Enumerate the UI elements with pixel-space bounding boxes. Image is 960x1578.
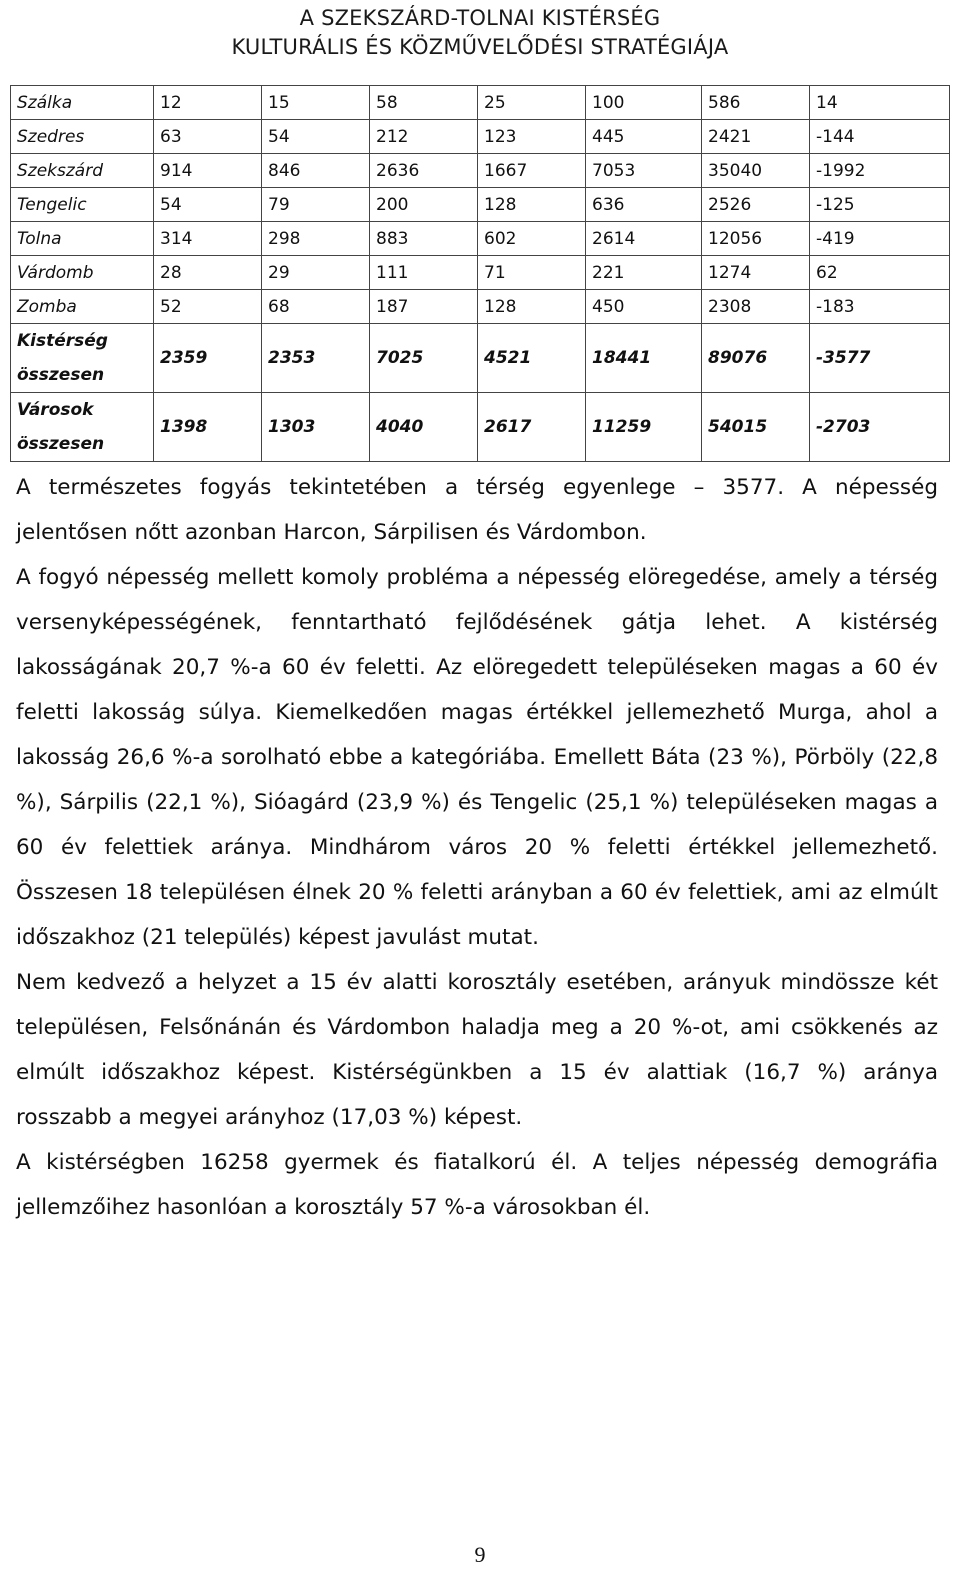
table-row (11, 188, 950, 222)
settlement-name-cell: Kistérség összesen (11, 324, 154, 393)
value-cell: 25 (478, 86, 586, 120)
value-cell: 2308 (702, 290, 810, 324)
value-cell: 54015 (702, 393, 810, 462)
table-row (11, 256, 950, 290)
value-cell: 1398 (154, 393, 262, 462)
value-cell: 111 (370, 256, 478, 290)
value-cell: 12056 (702, 222, 810, 256)
value-cell: 2359 (154, 324, 262, 393)
value-cell: 68 (262, 290, 370, 324)
value-cell: 128 (478, 290, 586, 324)
value-cell: -144 (810, 120, 950, 154)
value-cell: -1992 (810, 154, 950, 188)
value-cell: 14 (810, 86, 950, 120)
value-cell: 2526 (702, 188, 810, 222)
value-cell: 602 (478, 222, 586, 256)
value-cell: 12 (154, 86, 262, 120)
value-cell: 128 (478, 188, 586, 222)
settlement-name-cell: Zomba (11, 290, 154, 324)
demographic-table (10, 85, 950, 462)
value-cell: 1274 (702, 256, 810, 290)
value-cell: 71 (478, 256, 586, 290)
value-cell: -125 (810, 188, 950, 222)
value-cell: 314 (154, 222, 262, 256)
value-cell: 62 (810, 256, 950, 290)
table-row (11, 120, 950, 154)
paragraph: A természetes fogyás tekintetében a térség egyenlege – 3577. A népesség jelentősen nőtt azonban Harcon, Sárpilisen és Várdombon. (16, 475, 938, 545)
table-total-row (11, 393, 950, 462)
value-cell: -419 (810, 222, 950, 256)
value-cell: -183 (810, 290, 950, 324)
paragraph: A fogyó népesség mellett komoly probléma a népesség elöregedése, amely a térség versenyképességének, fenntartható fejlődésének gátja lehet. A kistérség lakosságának 20,7 %-a 60 év feletti. Az elöregedett településeken magas a 60 év feletti lakosság súlya. Kiemelkedően magas értékkel jellemezhető Murga, ahol a lakosság 26,6 %-a sorolható ebbe a kategóriába. Emellett Báta (23 %), Pörböly (22,8 %), Sárpilis (22,1 %), Sióagárd (23,9 %) és Tengelic (25,1 %) településeken magas a 60 év felettiek aránya. Mindhárom város 20 % feletti értékkel jellemezhető. Összesen 18 településen élnek 20 % feletti arányban a 60 év felettiek, ami az elmúlt időszakhoz (21 település) képest javulást mutat. (16, 565, 938, 950)
value-cell: 58 (370, 86, 478, 120)
value-cell: -3577 (810, 324, 950, 393)
settlement-name-cell: Szálka (11, 86, 154, 120)
header-line-2: KULTURÁLIS ÉS KÖZMŰVELŐDÉSI STRATÉGIÁJA (231, 35, 729, 59)
value-cell: 79 (262, 188, 370, 222)
page-header (0, 4, 960, 62)
value-cell: 7025 (370, 324, 478, 393)
value-cell: 1667 (478, 154, 586, 188)
table-row (11, 222, 950, 256)
value-cell: 89076 (702, 324, 810, 393)
value-cell: 54 (262, 120, 370, 154)
value-cell: 7053 (586, 154, 702, 188)
settlement-name-cell: Várdomb (11, 256, 154, 290)
value-cell: 63 (154, 120, 262, 154)
value-cell: 28 (154, 256, 262, 290)
value-cell: 914 (154, 154, 262, 188)
value-cell: 187 (370, 290, 478, 324)
value-cell: 846 (262, 154, 370, 188)
value-cell: 298 (262, 222, 370, 256)
paragraph: A kistérségben 16258 gyermek és fiatalkorú él. A teljes népesség demográfia jellemzőihez hasonlóan a korosztály 57 %-a városokban él. (16, 1150, 938, 1220)
settlement-name-cell: Szedres (11, 120, 154, 154)
settlement-name-cell: Tolna (11, 222, 154, 256)
value-cell: 2614 (586, 222, 702, 256)
value-cell: 450 (586, 290, 702, 324)
value-cell: 123 (478, 120, 586, 154)
value-cell: 11259 (586, 393, 702, 462)
table-row (11, 86, 950, 120)
value-cell: 54 (154, 188, 262, 222)
value-cell: 2636 (370, 154, 478, 188)
settlement-name-cell: Szekszárd (11, 154, 154, 188)
value-cell: 1303 (262, 393, 370, 462)
table-total-row (11, 324, 950, 393)
value-cell: 52 (154, 290, 262, 324)
value-cell: 200 (370, 188, 478, 222)
table-row (11, 290, 950, 324)
value-cell: -2703 (810, 393, 950, 462)
value-cell: 100 (586, 86, 702, 120)
header-line-1: A SZEKSZÁRD-TOLNAI KISTÉRSÉG (299, 6, 661, 30)
settlement-name-cell: Városok összesen (11, 393, 154, 462)
value-cell: 221 (586, 256, 702, 290)
value-cell: 212 (370, 120, 478, 154)
value-cell: 2353 (262, 324, 370, 393)
value-cell: 35040 (702, 154, 810, 188)
value-cell: 445 (586, 120, 702, 154)
value-cell: 18441 (586, 324, 702, 393)
value-cell: 2421 (702, 120, 810, 154)
table-row (11, 154, 950, 188)
value-cell: 15 (262, 86, 370, 120)
paragraph: Nem kedvező a helyzet a 15 év alatti korosztály esetében, arányuk mindössze két településen, Felsőnánán és Várdombon haladja meg a 20 %-ot, ami csökkenés az elmúlt időszakhoz képest. Kistérségünkben a 15 év alattiak (16,7 %) aránya rosszabb a megyei arányhoz (17,03 %) képest. (16, 970, 938, 1130)
settlement-name-cell: Tengelic (11, 188, 154, 222)
value-cell: 636 (586, 188, 702, 222)
value-cell: 2617 (478, 393, 586, 462)
value-cell: 29 (262, 256, 370, 290)
value-cell: 586 (702, 86, 810, 120)
body-text (16, 465, 938, 1230)
value-cell: 4521 (478, 324, 586, 393)
page-number: 9 (474, 1542, 486, 1567)
value-cell: 883 (370, 222, 478, 256)
value-cell: 4040 (370, 393, 478, 462)
